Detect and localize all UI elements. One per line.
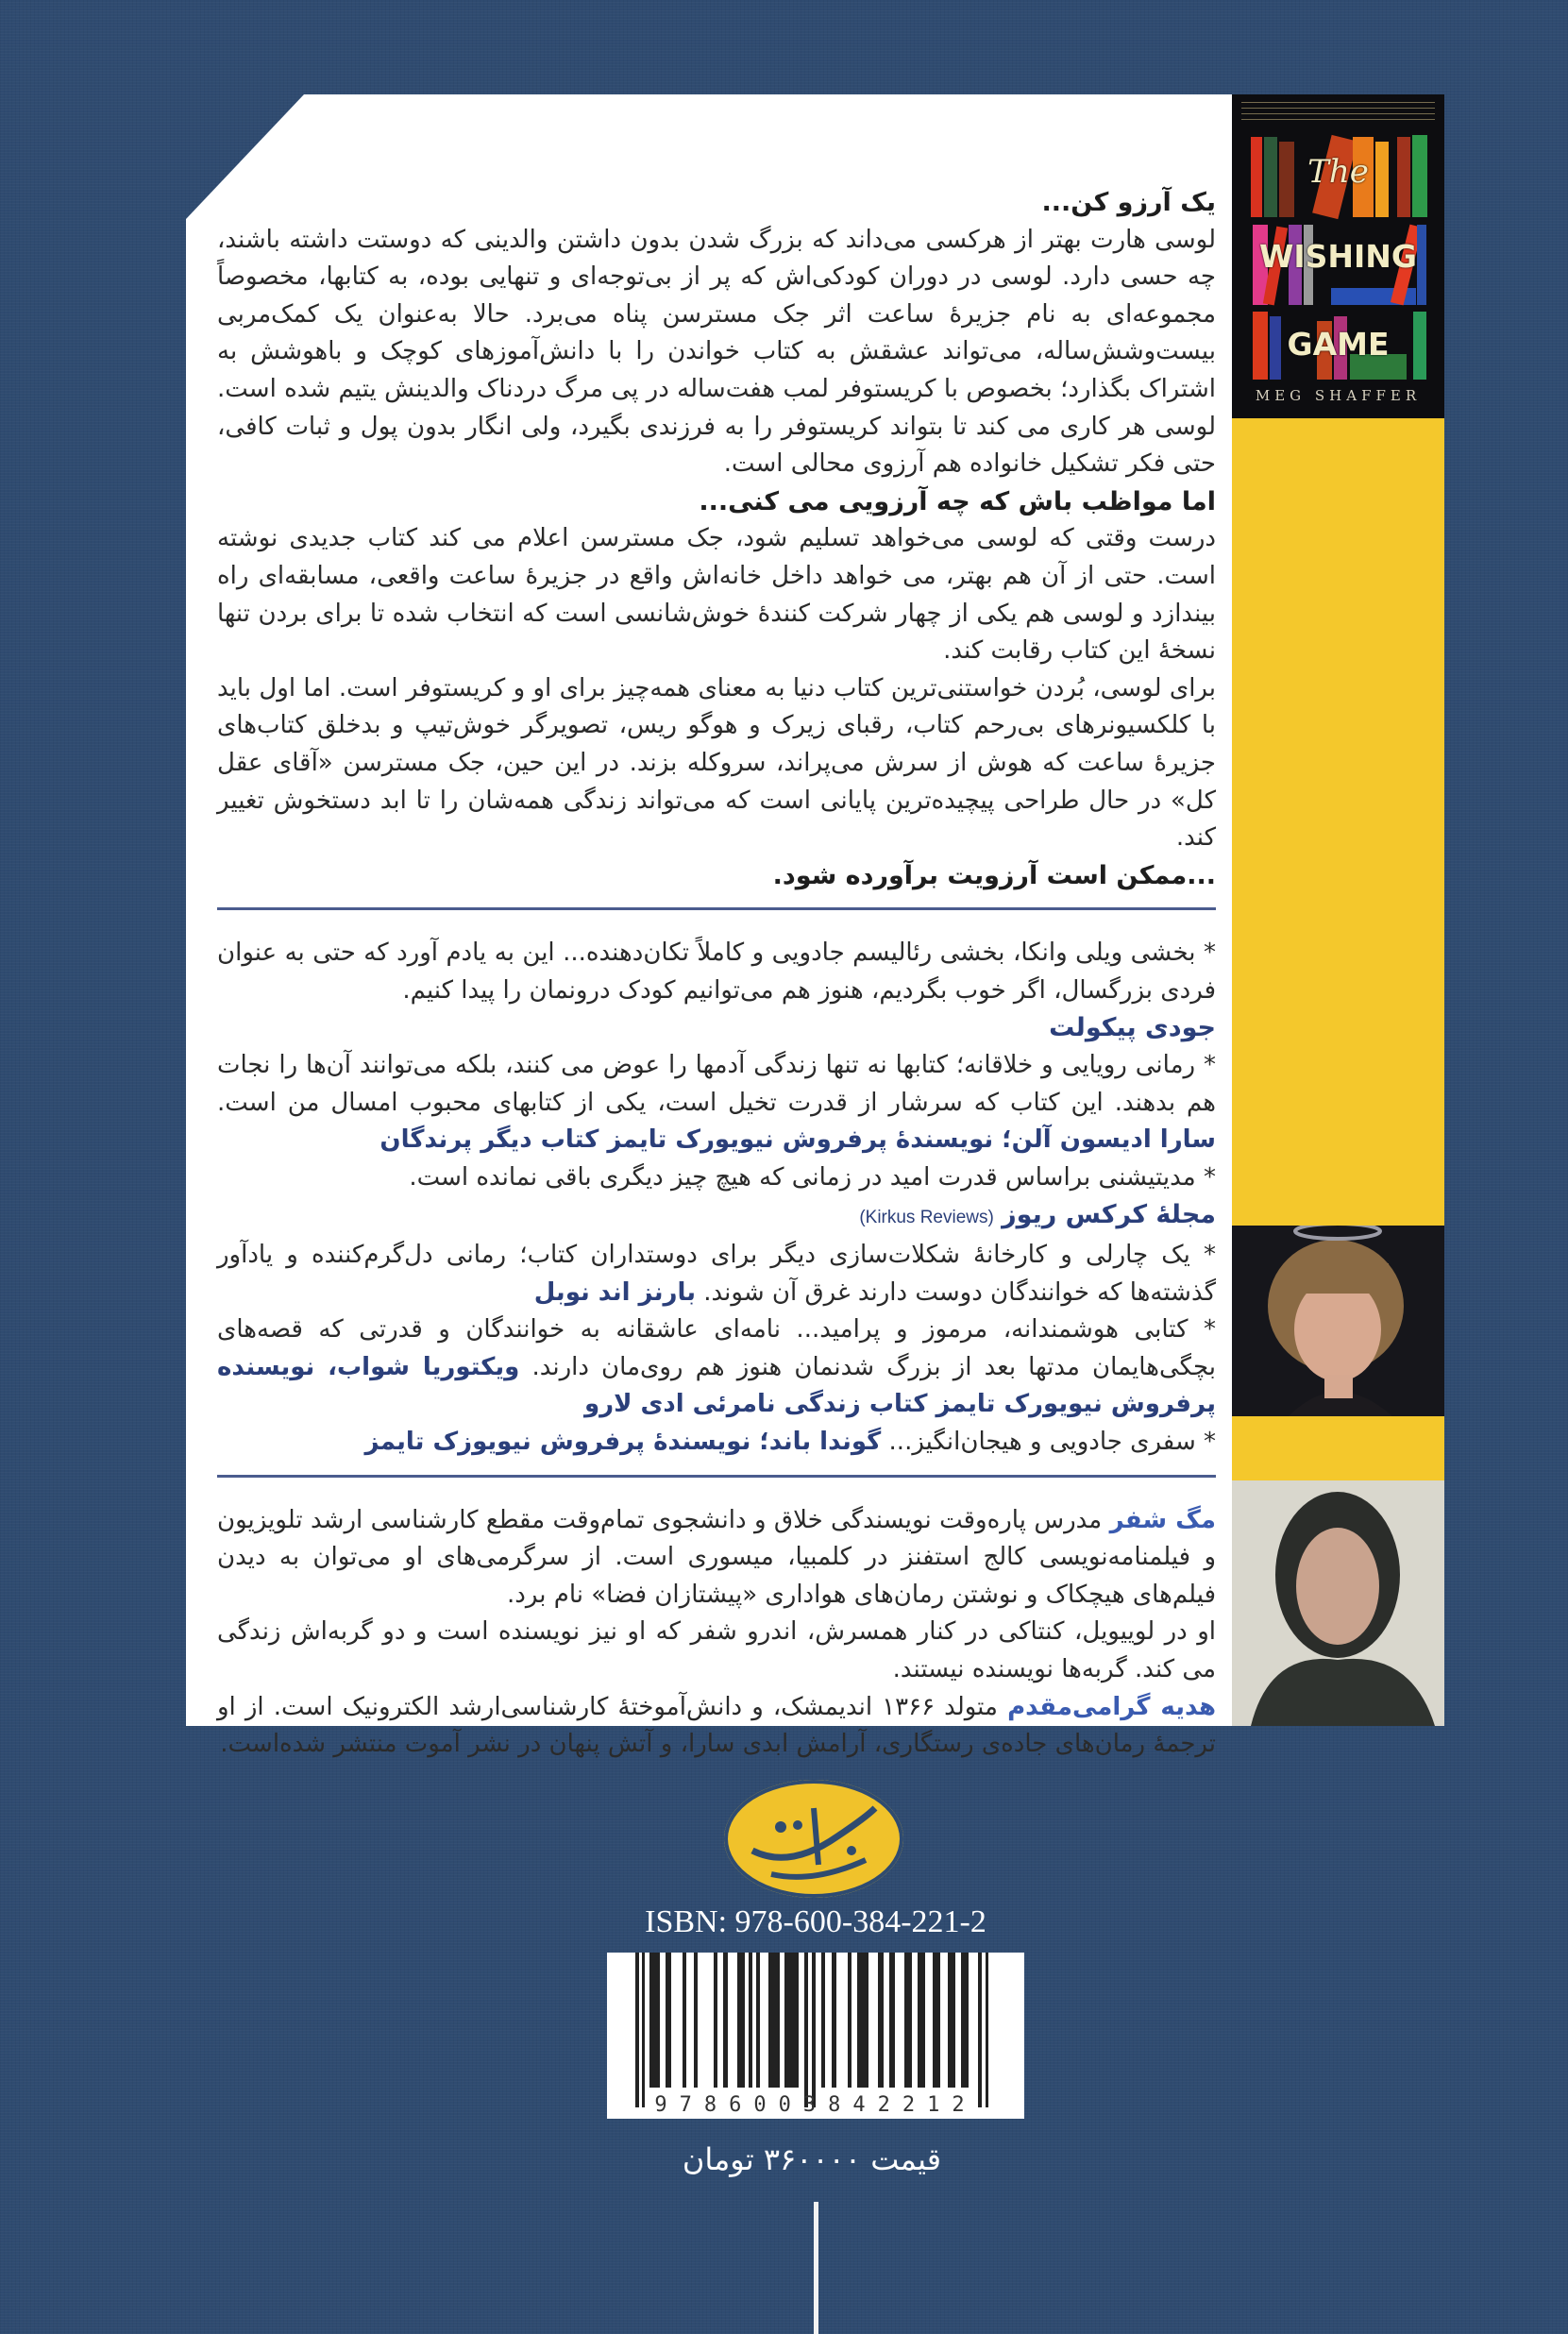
review-quote: مدیتیشنی براساس قدرت امید در زمانی که هیچ چیز دیگری باقی نمانده است.	[409, 1162, 1196, 1192]
review-item	[217, 1237, 1216, 1311]
cover-blurb-illegible	[1241, 102, 1435, 125]
barcode-digits: 9786003842212	[654, 2093, 977, 2117]
review-reviewer: مجلهٔ کرکس ریوز	[1002, 1200, 1216, 1230]
price-label: قیمت ۳۶۰۰۰۰ تومان	[682, 2141, 942, 2177]
cover-title-the: The	[1307, 153, 1369, 191]
cover-thumbnail	[1232, 94, 1444, 418]
barcode	[607, 1953, 1024, 2119]
section-divider	[217, 1475, 1216, 1478]
review-bullet: *	[1204, 1051, 1217, 1080]
synopsis-closing: ...ممکن است آرزویت برآورده شود.	[772, 860, 1216, 890]
cover-title-wishing: WISHING	[1258, 238, 1418, 275]
author-bio-text: مدرس پاره‌وقت نویسندگی خلاق و دانشجوی تمام‌وقت مقطع کارشناسی ارشد تلویزیون و فیلمنامه‌نویسی کالج استفنز در کلمبیا، میسوری است. از سرگرمی‌های او می‌توان به دیدن فیلم‌های هیچکاک و نوشتن رمان‌های هواداری «پیشتازان فضا» نام برد.	[217, 1505, 1216, 1609]
translator-bio	[217, 1689, 1216, 1764]
translator-bio-text: متولد ۱۳۶۶ اندیمشک، و دانش‌آموختهٔ کارشناسی‌ارشد الکترونیک است. از او ترجمهٔ رمان‌های جاده‌ی رستگاری، آرامش ابدی سارا، و آتش پنهان در نشر آموت منتشر شده‌است.	[217, 1692, 1216, 1759]
review-quote: بخشی ویلی وانکا، بخشی رئالیسم جادویی و کاملاً تکان‌دهنده... این به یادم آورد که حتی به عنوان فردی بزرگسال، اگر خوب بگردیم، هنوز هم می‌توانیم کودک درونمان را پیدا کنیم.	[217, 939, 1216, 1005]
synopsis-subheading: اما مواظب باش که چه آرزویی می کنی...	[699, 486, 1216, 516]
review-bullet: *	[1204, 1241, 1216, 1270]
review-reviewer: بارنز اند نوبل	[533, 1277, 696, 1307]
synopsis-paragraph-2: درست وقتی که لوسی می‌خواهد تسلیم شود، جک مسترسن اعلام می کند کتاب جدیدی نوشته است. حتی از آن هم بهتر، می خواهد داخل خانه‌اش واقع در جزیرهٔ ساعت واقعی، مسابقه‌ای راه بیندازد و لوسی هم یکی از چهار شرکت کنندهٔ خوش‌شانسی است که انتخاب شده تا برای بردن تنها نسخهٔ این کتاب رقابت کند.	[217, 524, 1216, 666]
author-name: مگ شفر	[1109, 1505, 1216, 1534]
synopsis-paragraph-3: برای لوسی، بُردن خواستنی‌ترین کتاب دنیا به معنای همه‌چیز برای او و کریستوفر است. اما اول باید با کلکسیونرهای بی‌رحم کتاب، رقبای زیرک و هوگو ریس، تصویرگر خوش‌تیپ و بدخلق کتاب‌های جزیرهٔ ساعت که هوش از سرش می‌پراند، سروکله بزند. در این حین، جک مسترسن «آقای عقل کل» در حال طراحی پیچیده‌ترین پایانی است که می‌تواند زندگی همه‌شان را تا ابد دستخوش تغییر کند.	[217, 673, 1216, 853]
review-quote: سفری جادویی و هیجان‌انگیز...	[888, 1428, 1196, 1456]
review-item	[217, 1424, 1216, 1462]
review-item	[217, 1311, 1216, 1424]
translator-name: هدیه گرامی‌مقدم	[1007, 1692, 1217, 1721]
author-bio	[217, 1502, 1216, 1615]
back-cover-text	[217, 184, 1216, 1764]
review-item	[217, 1159, 1216, 1197]
isbn-label: ISBN: 978-600-384-221-2	[645, 1904, 986, 1939]
review-bullet: *	[1204, 1162, 1216, 1192]
review-reviewer: سارا ادیسون آلن؛ نویسندهٔ پرفروش نیویورک تایمز کتاب دیگر پرندگان	[379, 1125, 1216, 1155]
review-reviewer: ویکتوریا شواب، نویسنده پرفروش نیویورک تایمز کتاب زندگی نامرئی ادی لارو	[217, 1352, 1216, 1419]
cover-author: MEG SHAFFER	[1255, 387, 1422, 404]
barcode-bars	[635, 1953, 1013, 2094]
translator-photo	[1232, 1480, 1444, 1726]
author-bio-text-2: او در لوییویل، کنتاکی در کنار همسرش، اندرو شفر که او نیز نویسنده است و دو گربه‌اش زندگی می کند. گربه‌ها نویسنده نیستند.	[217, 1617, 1216, 1683]
translator-portrait-icon	[1232, 1480, 1444, 1726]
cover-title-game: GAME	[1287, 326, 1390, 363]
review-reviewer: گوندا باند؛ نویسندهٔ پرفروش نیویوزک تایمز	[364, 1428, 882, 1456]
review-quote: یک چارلی و کارخانهٔ شکلات‌سازی دیگر برای دوستداران کتاب؛ رمانی دل‌گرم‌کننده و یادآور گذشته‌ها که خوانندگان دوست دارند غرق آن شوند.	[217, 1241, 1216, 1307]
review-quote: رمانی رویایی و خلاقانه؛ کتابها نه تنها زندگی آدمها را عوض می کنند، بلکه می‌توانند آن‌ها را نجات هم بدهند. این کتاب که سرشار از قدرت تخیل است، یکی از کتابهای محبوب امسال من است.	[217, 1051, 1216, 1117]
publisher-logo-icon	[724, 1780, 903, 1898]
section-divider	[217, 907, 1216, 910]
author-photo	[1232, 1226, 1444, 1416]
author-portrait-icon	[1232, 1226, 1444, 1416]
review-bullet: *	[1204, 1315, 1217, 1345]
review-reviewer: جودی پیکولت	[1049, 1013, 1216, 1043]
review-reviewer-line	[217, 1196, 1216, 1237]
review-reviewer-latin: (Kirkus Reviews)	[859, 1208, 994, 1228]
center-line	[814, 2202, 818, 2334]
review-item	[217, 935, 1216, 1009]
review-quote: کتابی هوشمندانه، مرموز و پرامید... نامه‌ای عاشقانه به خوانندگان و قدرتی که قصه‌های بچگی‌هایمان مدتها بعد از بزرگ شدنمان هنوز هم روی‌مان دارند.	[217, 1315, 1216, 1381]
review-item	[217, 1047, 1216, 1159]
review-bullet: *	[1204, 1428, 1216, 1456]
calligraphy-icon	[724, 1780, 903, 1898]
review-bullet: *	[1204, 939, 1217, 968]
synopsis-paragraph-1: لوسی هارت بهتر از هرکسی می‌داند که بزرگ شدن بدون داشتن والدینی که دوستت داشته باشند، چه حسی دارد. لوسی در دوران کودکی‌اش که پر از بی‌توجه‌ای و تنهایی بوده، به کتابها، مخصوصاً مجموعه‌ای به نام جزیرهٔ ساعت اثر جک مسترسن پناه می‌برد. حالا به‌عنوان یک کمک‌مربی بیست‌وشش‌ساله، می‌تواند عشقش به کتاب خواندن را با دانش‌آموزهای کوچک و باهوشش به اشتراک بگذارد؛ بخصوص با کریستوفر لمب هفت‌ساله در پی مرگ دردناک والدینش یتیم شده است. لوسی هر کاری می کند تا بتواند کریستوفر را به فرزندی بگیرد، ولی انگار بدون پول و ثبات کافی، حتی فکر تشکیل خانواده هم آرزوی محالی است.	[217, 225, 1216, 479]
synopsis-heading: یک آرزو کن...	[1041, 188, 1216, 217]
